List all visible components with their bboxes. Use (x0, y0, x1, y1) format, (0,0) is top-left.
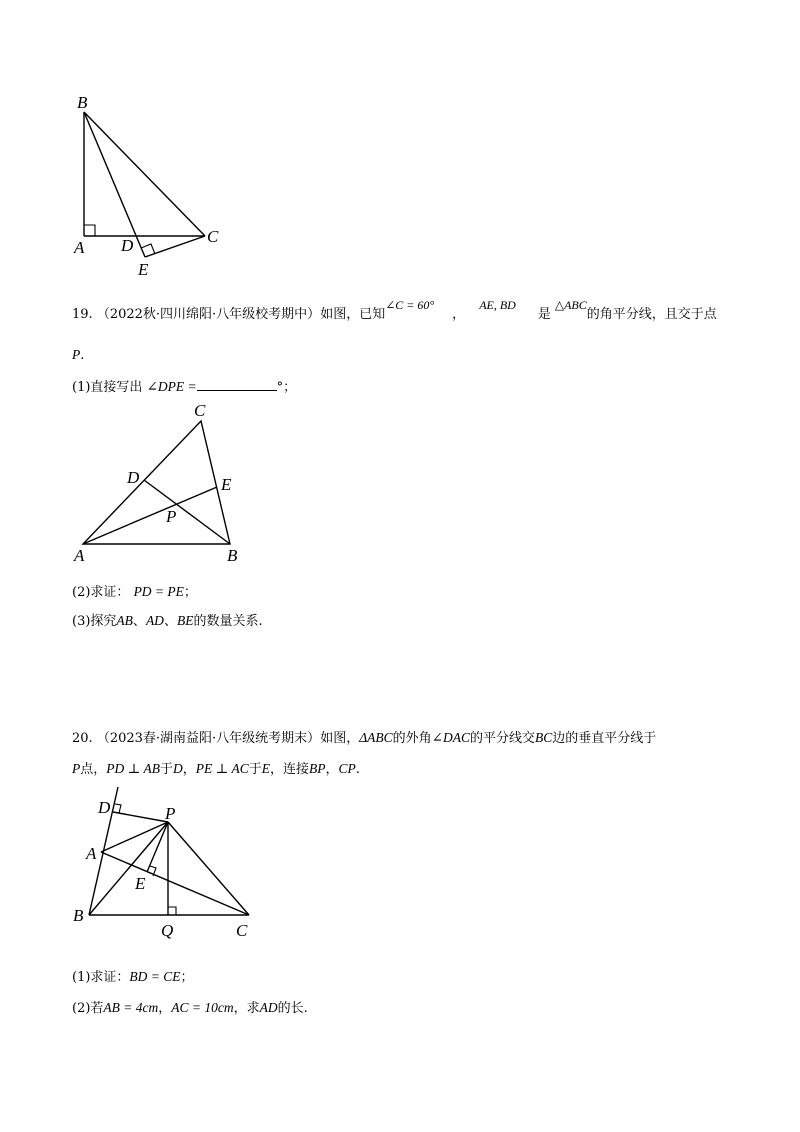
q20-source: （2023春·湖南益阳·八年级统考期末） (96, 731, 321, 746)
label-p2: P (166, 507, 177, 526)
label-q3: Q (161, 921, 174, 940)
q19-part3-ad: AD (145, 613, 164, 628)
q19-number: 19. (72, 307, 93, 322)
q19-part3-suffix: 的数量关系. (193, 614, 263, 629)
label-b2: B (227, 546, 238, 565)
q19-is: 是 (537, 307, 551, 322)
q20-text1: 如图， (320, 731, 360, 746)
q20-text: ，求 (233, 1001, 260, 1016)
label-e: E (138, 260, 149, 279)
q20-text: ， (158, 1001, 172, 1016)
q19-angle-c: ∠C = 60° (385, 298, 435, 312)
label-c2: C (194, 401, 206, 420)
q20-text2: 的外角 (392, 731, 432, 746)
q19-part2 (72, 583, 197, 602)
label-a2: A (74, 546, 85, 565)
q19-source: （2022秋·四川绵阳·八年级校考期中） (96, 307, 321, 322)
q20-part1-prefix: (1)求证： (72, 970, 130, 985)
q20-text: 于 (159, 762, 173, 777)
segment-bc (84, 112, 205, 236)
q19-part1-prefix: (1)直接写出 (72, 380, 143, 395)
segment-ec (145, 236, 205, 257)
segment-be (84, 112, 145, 257)
triangle-abc (83, 421, 230, 544)
q20-pe-perp: PE ⊥ AC (195, 761, 249, 776)
q19-comma: ， (452, 307, 466, 322)
label-d3: D (98, 798, 111, 817)
q20-part1-expr: BD = CE (129, 969, 181, 984)
q19-part1-suffix: °； (276, 380, 297, 395)
q20-part1 (72, 968, 194, 987)
label-d: D (121, 236, 134, 255)
label-e2: E (221, 475, 232, 494)
q20-text4: 边的垂直平分线于 (552, 731, 657, 746)
segment-dp (113, 812, 168, 822)
q20-text: ，连接 (269, 762, 309, 777)
q20-text: . (355, 762, 360, 777)
q19-period: . (80, 348, 85, 363)
q20-text: 于 (248, 762, 262, 777)
q20-bc: BC (534, 730, 553, 745)
q20-text: 的长. (277, 1001, 308, 1016)
q20-number: 20. (72, 731, 93, 746)
separator: 、 (163, 614, 177, 629)
q19-part2-suffix: ； (183, 585, 197, 600)
answer-blank[interactable] (197, 378, 277, 391)
label-b: B (77, 93, 88, 112)
segment-cp (168, 822, 249, 915)
right-angle-mark-a (84, 225, 95, 236)
right-angle-mark-q (168, 907, 176, 915)
figure-triangle-bisectors (70, 398, 250, 568)
q20-part2-ab: AB = 4cm (103, 1000, 159, 1015)
q20-line1 (72, 729, 656, 748)
figure-exterior-bisector (70, 782, 260, 942)
right-angle-mark-d (115, 804, 121, 813)
segment-ac3 (101, 852, 249, 915)
q20-text: ， (325, 762, 339, 777)
q19-line2 (72, 346, 84, 365)
q20-text: ， (182, 762, 196, 777)
label-e3: E (135, 874, 146, 893)
q20-part2-prefix: (2)若 (72, 1001, 104, 1016)
label-b3: B (73, 906, 84, 925)
label-c: C (207, 227, 219, 246)
q20-bp: BP (308, 761, 326, 776)
q20-part2-ad: AD (259, 1000, 278, 1015)
q19-point: P (72, 347, 81, 362)
q19-part1-expr: ∠DPE = (146, 379, 197, 394)
q20-part2-ac: AC = 10cm (171, 1000, 234, 1015)
label-a3: A (86, 844, 97, 863)
q20-pd-perp: PD ⊥ AB (106, 761, 160, 776)
q19-bisectors: AE, BD (479, 298, 516, 312)
q20-angle: ∠DAC (431, 730, 470, 745)
q20-line2 (72, 760, 360, 779)
label-d2: D (127, 468, 140, 487)
bisector-ae (83, 487, 217, 544)
q19-part3-ab: AB (116, 613, 133, 628)
q19-part1 (72, 378, 296, 397)
q19-part3-be: BE (176, 613, 194, 628)
q20-d: D (172, 761, 183, 776)
q20-text3: 的平分线交 (469, 731, 535, 746)
figure-right-triangle (70, 90, 240, 285)
q19-text2: 的角平分线，且交于点 (586, 307, 717, 322)
q19-triangle: △ABC (554, 298, 587, 312)
q20-p: P (72, 761, 81, 776)
q20-cp: CP (338, 761, 356, 776)
q20-part1-suffix: ； (180, 970, 194, 985)
q20-text: 点， (80, 762, 107, 777)
q19-part3-prefix: (3)探究 (72, 614, 117, 629)
label-a: A (74, 238, 85, 257)
label-c3: C (236, 921, 248, 940)
label-p3: P (165, 804, 176, 823)
q20-e: E (261, 761, 270, 776)
separator: 、 (132, 614, 146, 629)
q20-part2 (72, 999, 308, 1018)
q19-part3 (72, 612, 263, 631)
q19-line1 (72, 298, 717, 324)
q19-part2-expr: PD = PE (133, 584, 184, 599)
q19-text1: 如图，已知 (320, 307, 386, 322)
q20-triangle: ΔABC (359, 730, 393, 745)
q19-part2-prefix: (2)求证： (72, 585, 130, 600)
